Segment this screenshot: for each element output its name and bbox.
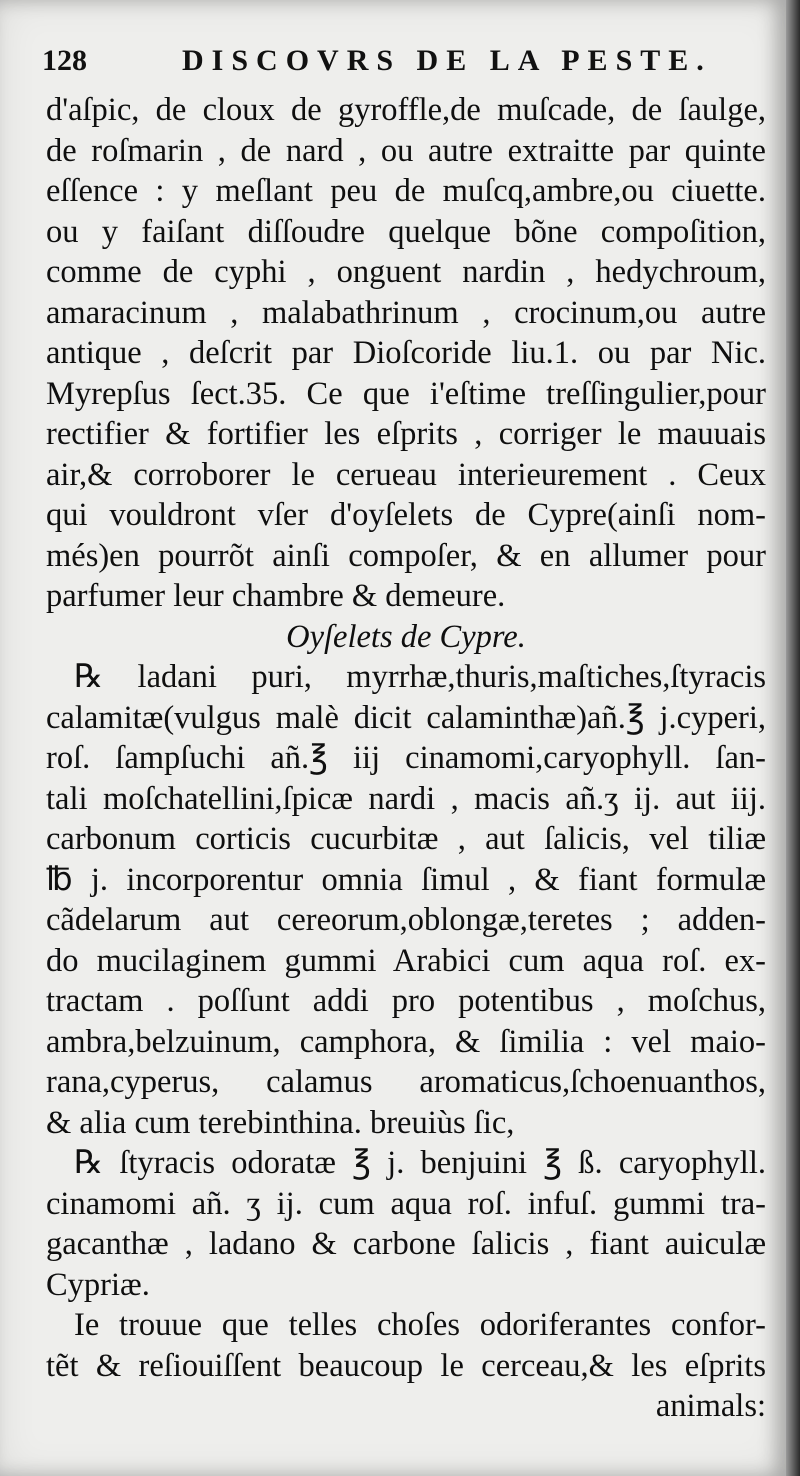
text-line: parfumer leur chambre & demeure. <box>46 578 506 614</box>
page-edge-shadow <box>786 0 800 1476</box>
recipe-line: gacanthæ , ladano & carbone ſalicis , fiant auiculæ <box>46 1226 766 1262</box>
recipe-line: ℞ ſtyracis odoratæ ℥ j. benjuini ℥ ß. caryophyll. <box>74 1145 766 1181</box>
recipe-line: ℔ j. incorporentur omnia ſimul , & fiant formulæ <box>46 861 766 898</box>
text-line: d'aſpic, de cloux de gyroffle,de muſcade, de ſaulge, <box>46 92 766 128</box>
recipe-line: cãdelarum aut cereorum,oblongæ,teretes ; adden- <box>46 902 766 938</box>
page-header <box>42 42 762 82</box>
text-line: amaracinum , malabathrinum , crocinum,ou autre <box>46 294 766 331</box>
running-title: DISCOVRS DE LA PESTE. <box>182 44 712 77</box>
recipe-line: calamitæ(vulgus malè dicit calaminthæ)añ.℥ j.cyperi, <box>46 699 766 736</box>
text-line: antique , deſcrit par Dioſcoride liu.1. ou par Nic. <box>46 335 766 371</box>
recipe-line: cinamomi añ. ʒ ij. cum aqua roſ. infuſ. gummi tra- <box>46 1185 766 1222</box>
page-number: 128 <box>42 44 87 77</box>
recipe-line: roſ. ſampſuchi añ.℥ iij cinamomi,caryophyll. ſan- <box>46 740 766 776</box>
recipe-line: tractam . poſſunt addi pro potentibus , moſchus, <box>46 983 766 1019</box>
text-line: qui vouldront vſer d'oyſelets de Cypre(ainſi nom- <box>46 497 766 533</box>
recipe-line: do mucilaginem gummi Arabici cum aqua roſ. ex- <box>46 942 766 979</box>
text-line: rectifier & fortifier les eſprits , corriger le mauuais <box>46 416 766 452</box>
recipe-line: ℞ ladani puri, myrrhæ,thuris,maſtiches,ſtyracis <box>74 659 766 695</box>
text-line: Myrepſus ſect.35. Ce que i'eſtime treſſingulier,pour <box>46 375 766 412</box>
text-block <box>46 90 766 1427</box>
recipe-line: ambra,belzuinum, camphora, & ſimilia : vel maio- <box>46 1023 766 1060</box>
recipe-line: & alia cum terebinthina. breuiùs ſic, <box>46 1104 515 1141</box>
text-line: Ie trouue que telles choſes odoriferantes confor- <box>74 1307 766 1343</box>
recipe-line: carbonum corticis cucurbitæ , aut ſalicis, vel tiliæ <box>46 821 766 857</box>
text-line: eſſence : y meſlant peu de muſcq,ambre,ou ciuette. <box>46 173 766 209</box>
recipe-line: Cypriæ. <box>46 1266 150 1303</box>
text-line: air,& corroborer le cerueau interieurement . Ceux <box>46 456 766 493</box>
recipe-heading: Oyſelets de Cypre. <box>286 618 526 655</box>
recipe-line: rana,cyperus, calamus aromaticus,ſchoenuanthos, <box>46 1064 766 1100</box>
text-line: tẽt & reſiouiſſent beaucoup le cerceau,& les eſprits <box>46 1347 766 1384</box>
catchword-line: animals: <box>655 1388 766 1424</box>
text-line: comme de cyphi , onguent nardin , hedychroum, <box>46 254 766 290</box>
text-line: ou y faiſant diſſoudre quelque bõne compoſition, <box>46 213 766 250</box>
text-line: més)en pourrõt ainſi compoſer, & en allumer pour <box>46 537 766 574</box>
recipe-line: tali moſchatellini,ſpicæ nardi , macis añ.ʒ ij. aut iij. <box>46 780 766 817</box>
text-line: de roſmarin , de nard , ou autre extraitte par quinte <box>46 132 766 169</box>
